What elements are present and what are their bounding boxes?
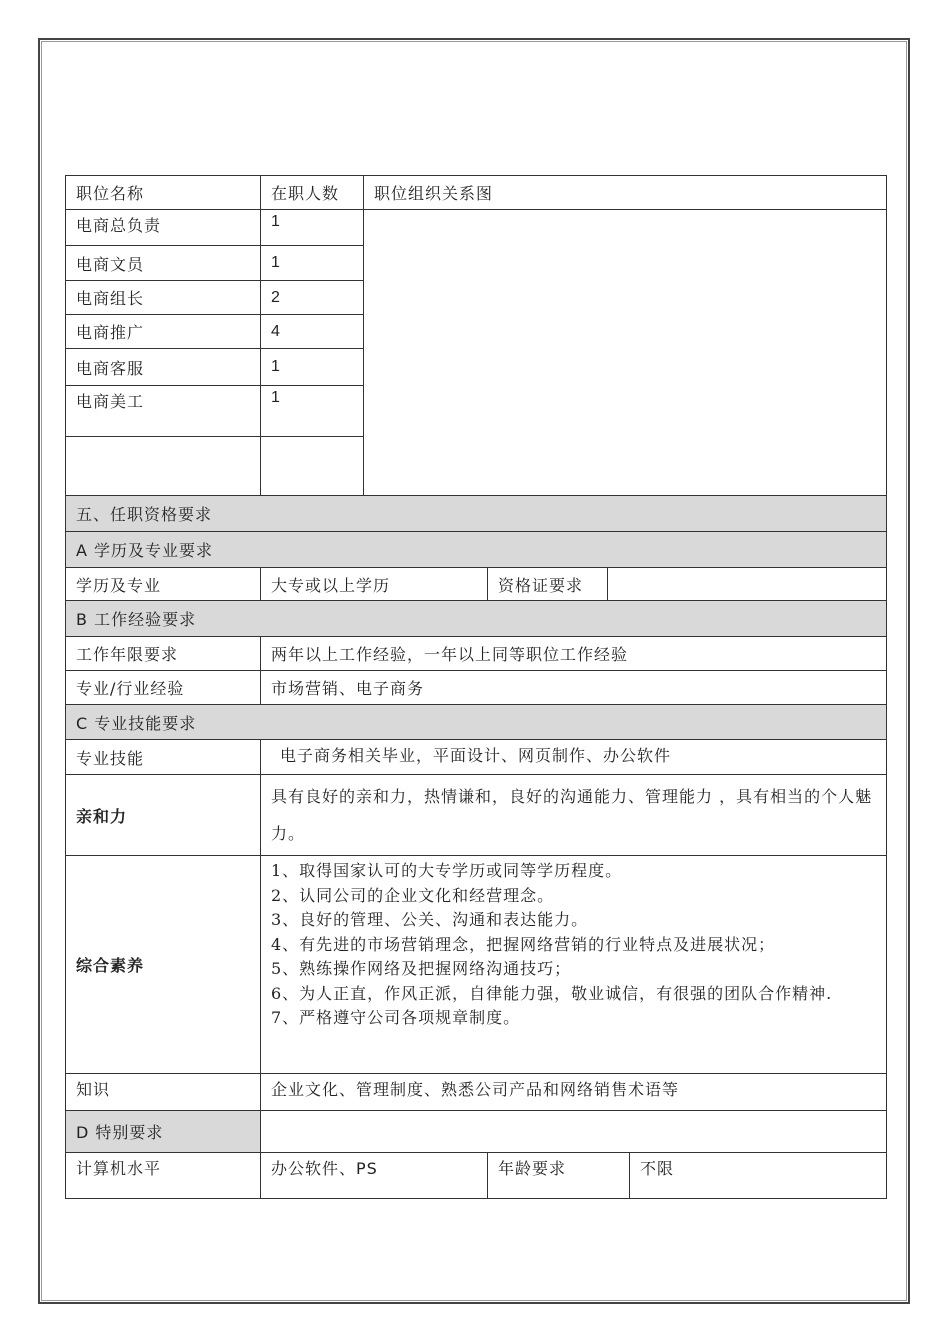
knowledge-row [66, 1074, 887, 1111]
work-years-value: 两年以上工作经验，一年以上同等职位工作经验 [261, 637, 887, 671]
position-name: 电商推广 [66, 315, 261, 349]
education-label: 学历及专业 [66, 568, 261, 601]
quality-item: 4、有先进的市场营销理念，把握网络营销的行业特点及进展状况； [271, 934, 776, 954]
quality-item: 1、取得国家认可的大专学历或同等学历程度。 [271, 861, 623, 880]
headcount: 2 [261, 281, 364, 315]
section-a-row [66, 532, 887, 568]
position-name: 电商美工 [66, 386, 261, 437]
industry-experience-row [66, 671, 887, 705]
headcount: 4 [261, 315, 364, 349]
section-c-title: C 专业技能要求 [66, 705, 887, 740]
computer-level-label: 计算机水平 [66, 1153, 261, 1199]
headcount: 1 [261, 349, 364, 386]
quality-cell [261, 856, 887, 1074]
quality-item: 6、为人正直，作风正派，自律能力强，敬业诚信，有很强的团队合作精神. [271, 983, 833, 1003]
position-name: 电商文员 [66, 246, 261, 281]
skills-value: 电子商务相关毕业，平面设计、网页制作、办公软件 [261, 740, 887, 775]
knowledge-label: 知识 [66, 1074, 261, 1111]
age-requirement-value: 不限 [630, 1153, 887, 1199]
headcount-header: 在职人数 [261, 176, 364, 210]
skills-row [66, 740, 887, 775]
quality-label: 综合素养 [66, 856, 261, 1074]
section-c-row [66, 705, 887, 740]
empty-cell [66, 437, 261, 496]
quality-row [66, 856, 887, 1074]
section-five-title: 五、任职资格要求 [66, 496, 887, 532]
affinity-value: 具有良好的亲和力，热情谦和，良好的沟通能力、管理能力 ，具有相当的个人魅力。 [261, 775, 887, 856]
job-requirements-table [65, 175, 887, 1199]
certificate-label: 资格证要求 [488, 568, 608, 601]
section-d-empty [261, 1111, 887, 1153]
section-b-title: B 工作经验要求 [66, 601, 887, 637]
org-header-row [66, 176, 887, 210]
education-row [66, 568, 887, 601]
position-name: 电商客服 [66, 349, 261, 386]
computer-level-value: 办公软件、PS [261, 1153, 488, 1199]
org-row [66, 210, 887, 246]
industry-experience-label: 专业/行业经验 [66, 671, 261, 705]
section-a-title: A 学历及专业要求 [66, 532, 887, 568]
education-value: 大专或以上学历 [261, 568, 488, 601]
quality-item: 7、严格遵守公司各项规章制度。 [271, 1008, 521, 1027]
work-years-label: 工作年限要求 [66, 637, 261, 671]
certificate-value [608, 568, 887, 601]
headcount: 1 [261, 210, 364, 246]
headcount: 1 [261, 246, 364, 281]
computer-age-row [66, 1153, 887, 1199]
org-chart-area [364, 210, 887, 496]
org-chart-header: 职位组织关系图 [364, 176, 887, 210]
section-b-row [66, 601, 887, 637]
work-years-row [66, 637, 887, 671]
position-name: 电商总负责 [66, 210, 261, 246]
section-d-row [66, 1111, 887, 1153]
affinity-row [66, 775, 887, 856]
section-five-row [66, 496, 887, 532]
quality-item: 5、熟练操作网络及把握网络沟通技巧； [271, 959, 572, 978]
quality-item: 3、良好的管理、公关、沟通和表达能力。 [271, 910, 589, 929]
section-d-title: D 特别要求 [66, 1111, 261, 1153]
quality-list [271, 859, 876, 1031]
position-name: 电商组长 [66, 281, 261, 315]
affinity-label: 亲和力 [66, 775, 261, 856]
position-name-header: 职位名称 [66, 176, 261, 210]
knowledge-value: 企业文化、管理制度、熟悉公司产品和网络销售术语等 [261, 1074, 887, 1111]
age-requirement-label: 年龄要求 [488, 1153, 630, 1199]
empty-cell [261, 437, 364, 496]
headcount: 1 [261, 386, 364, 437]
skills-label: 专业技能 [66, 740, 261, 775]
industry-experience-value: 市场营销、电子商务 [261, 671, 887, 705]
quality-item: 2、认同公司的企业文化和经营理念。 [271, 885, 555, 905]
